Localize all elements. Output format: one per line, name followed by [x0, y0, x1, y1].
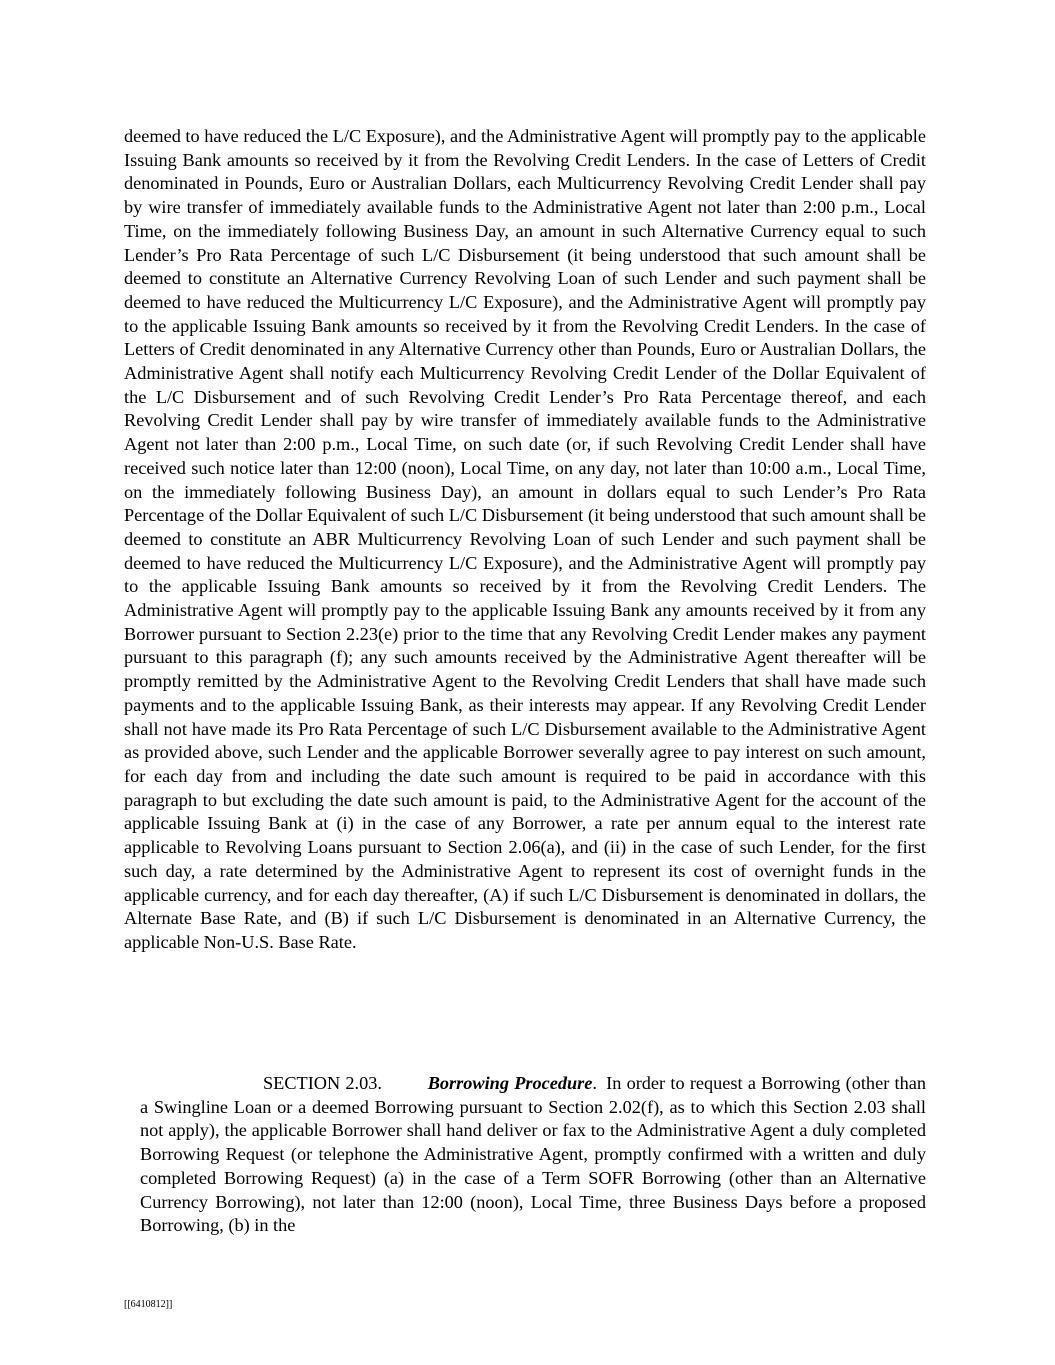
- section-number: SECTION 2.03.: [263, 1073, 382, 1093]
- section-heading: Borrowing Procedure: [427, 1073, 593, 1093]
- document-footer-id: [[6410812]]: [124, 1299, 173, 1310]
- section-body: In order to request a Borrowing (other than a Swingline Loan or a deemed Borrowing pursuant to Section 2.02(f), as to which this Section 2.03 shall not apply), the applicable Borrower shall hand deliver or fax to the Administrative Agent a duly completed Borrowing Request (or telephone the Administrative Agent, promptly confirmed with a written and duly completed Borrowing Request) (a) in the case of a Term SOFR Borrowing (other than an Alternative Currency Borrowing), not later than 12:00 (noon), Local Time, three Business Days before a proposed Borrowing, (b) in the: [140, 1073, 926, 1236]
- body-paragraph: deemed to have reduced the L/C Exposure), and the Administrative Agent will promptly pay to the applicable Issuing Bank amounts so received by it from the Revolving Credit Lenders. In the case of Letters of Credit denominated in Pounds, Euro or Australian Dollars, each Multicurrency Revolving Credit Lender shall pay by wire transfer of immediately available funds to the Administrative Agent not later than 2:00 p.m., Local Time, on the immediately following Business Day, an amount in such Alternative Currency equal to such Lender’s Pro Rata Percentage of such L/C Disbursement (it being understood that such amount shall be deemed to constitute an Alternative Currency Revolving Loan of such Lender and such payment shall be deemed to have reduced the Multicurrency L/C Exposure), and the Administrative Agent will promptly pay to the applicable Issuing Bank amounts so received by it from the Revolving Credit Lenders. In the case of Letters of Credit denominated in any Alternative Currency other than Pounds, Euro or Australian Dollars, the Administrative Agent shall notify each Multicurrency Revolving Credit Lender of the Dollar Equivalent of the L/C Disbursement and of such Revolving Credit Lender’s Pro Rata Percentage thereof, and each Revolving Credit Lender shall pay by wire transfer of immediately available funds to the Administrative Agent not later than 2:00 p.m., Local Time, on such date (or, if such Revolving Credit Lender shall have received such notice later than 12:00 (noon), Local Time, on any day, not later than 10:00 a.m., Local Time, on the immediately following Business Day), an amount in dollars equal to such Lender’s Pro Rata Percentage of the Dollar Equivalent of such L/C Disbursement (it being understood that such amount shall be deemed to constitute an ABR Multicurrency Revolving Loan of such Lender and such payment shall be deemed to have reduced the Multicurrency L/C Exposure), and the Administrative Agent will promptly pay to the applicable Issuing Bank amounts so received by it from the Revolving Credit Lenders. The Administrative Agent will promptly pay to the applicable Issuing Bank any amounts received by it from any Borrower pursuant to Section 2.23(e) prior to the time that any Revolving Credit Lender makes any payment pursuant to this paragraph (f); any such amounts received by the Administrative Agent thereafter will be promptly remitted by the Administrative Agent to the Revolving Credit Lenders that shall have made such payments and to the applicable Issuing Bank, as their interests may appear. If any Revolving Credit Lender shall not have made its Pro Rata Percentage of such L/C Disbursement available to the Administrative Agent as provided above, such Lender and the applicable Borrower severally agree to pay interest on such amount, for each day from and including the date such amount is required to be paid in accordance with this paragraph to but excluding the date such amount is paid, to the Administrative Agent for the account of the applicable Issuing Bank at (i) in the case of any Borrower, a rate per annum equal to the interest rate applicable to Revolving Loans pursuant to Section 2.06(a), and (ii) in the case of such Lender, for the first such day, a rate determined by the Administrative Agent to represent its cost of overnight funds in the applicable currency, and for each day thereafter, (A) if such L/C Disbursement is denominated in dollars, the Alternate Base Rate, and (B) if such L/C Disbursement is denominated in an Alternative Currency, the applicable Non-U.S. Base Rate.: [124, 126, 926, 952]
- section-2-03: SECTION 2.03. Borrowing Procedure. In order to request a Borrowing (other than a Swingline Loan or a deemed Borrowing pursuant to Section 2.02(f), as to which this Section 2.03 shall not apply), the applicable Borrower shall hand deliver or fax to the Administrative Agent a duly completed Borrowing Request (or telephone the Administrative Agent, promptly confirmed with a written and duly completed Borrowing Request) (a) in the case of a Term SOFR Borrowing (other than an Alternative Currency Borrowing), not later than 12:00 (noon), Local Time, three Business Days before a proposed Borrowing, (b) in the: [140, 1073, 926, 1236]
